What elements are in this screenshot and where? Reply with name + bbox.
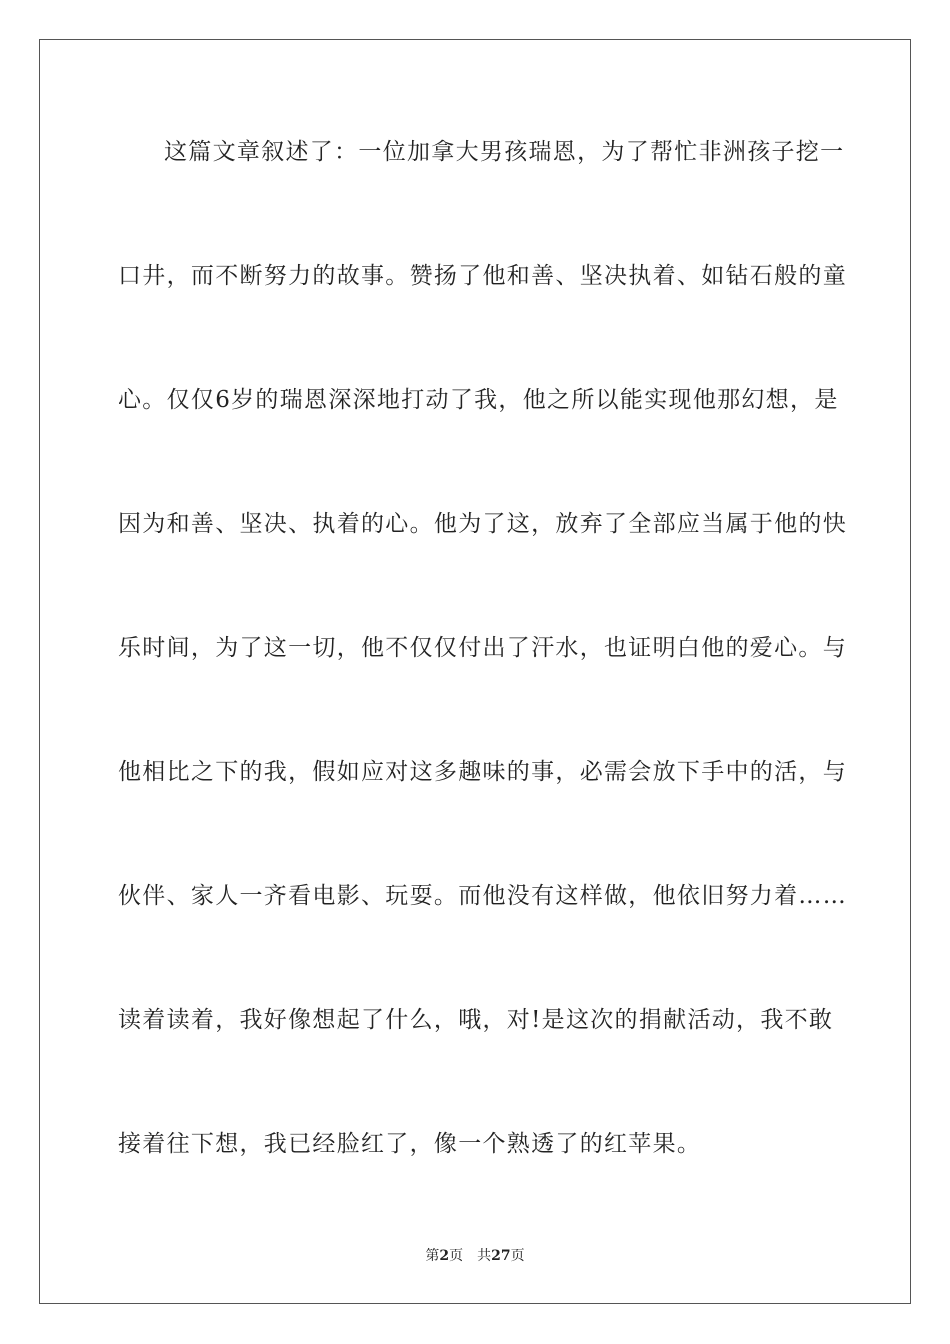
total-pages: 27: [491, 1248, 511, 1264]
page-border: [39, 39, 911, 1304]
page-footer: [0, 1247, 950, 1265]
paragraph-line-9: 接着往下想，我已经脸红了，像一个熟透了的红苹果。: [118, 1131, 702, 1157]
total-suffix: 页: [510, 1248, 525, 1264]
paragraph-line-3: 心。仅仅6岁的瑞恩深深地打动了我，他之所以能实现他那幻想，是: [118, 387, 839, 413]
page-prefix: 第: [425, 1248, 440, 1264]
paragraph-line-5: 乐时间，为了这一切，他不仅仅付出了汗水，也证明白他的爱心。与: [118, 635, 847, 661]
paragraph-line-4: 因为和善、坚决、执着的心。他为了这，放弃了全部应当属于他的快: [118, 511, 847, 537]
paragraph-line-2: 口井，而不断努力的故事。赞扬了他和善、坚决执着、如钻石般的童: [118, 263, 847, 289]
total-prefix: 共: [477, 1248, 492, 1264]
page-suffix: 页: [449, 1248, 464, 1264]
paragraph-line-1: 这篇文章叙述了：一位加拿大男孩瑞恩，为了帮忙非洲孩子挖一: [164, 139, 845, 165]
paragraph-line-6: 他相比之下的我，假如应对这多趣味的事，必需会放下手中的活，与: [118, 759, 847, 785]
paragraph-line-7: 伙伴、家人一齐看电影、玩耍。而他没有这样做，他依旧努力着……: [118, 883, 847, 909]
page-number: 2: [439, 1248, 450, 1264]
paragraph-line-8: 读着读着，我好像想起了什么，哦，对!是这次的捐献活动，我不敢: [118, 1007, 834, 1033]
